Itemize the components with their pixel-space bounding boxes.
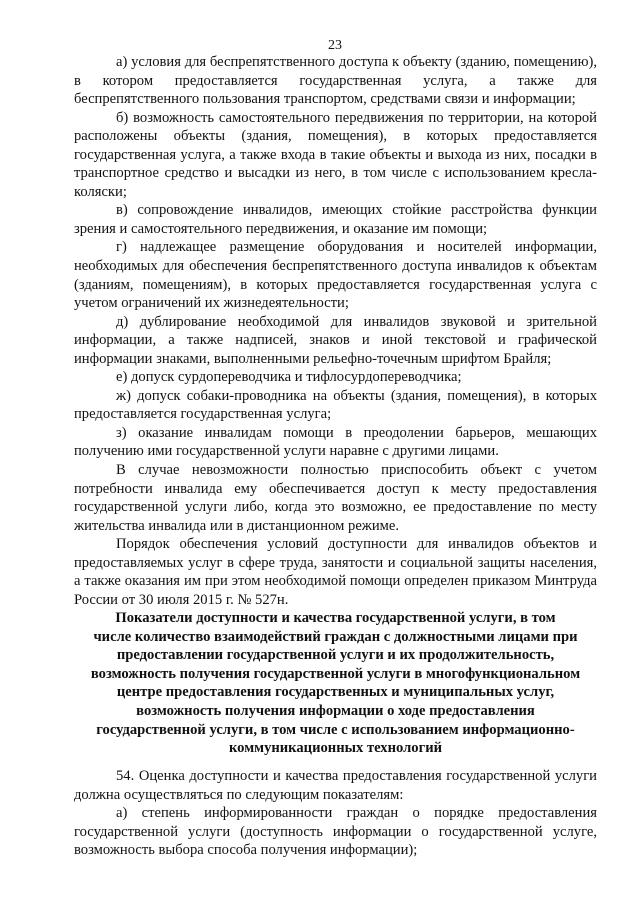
paragraph-54: 54. Оценка доступности и качества предоставления государственной услуги должна осуществляться по следующим показателям: xyxy=(74,768,597,803)
paragraph-b: б) возможность самостоятельного передвижения по территории, на которой расположены объекты (здания, помещения), в которых предоставляется государственная услуга, а также входа в такие объекты и выхода из них, посадки в транспортное средство и высадки из него, в том числе с использованием кресла-коляски; xyxy=(74,109,597,200)
paragraph-impossibility: В случае невозможности полностью приспособить объект с учетом потребности инвалида ему обеспечивается доступ к месту предоставления государственной услуги либо, когда это возможно, ее предоставление по месту жительства инвалида или в дистанционном режиме. xyxy=(74,462,597,534)
paragraph-54-a: а) степень информированности граждан о порядке предоставления государственной услуги (доступность информации о государственной услуге, возможность выбора способа получения информации); xyxy=(74,805,597,859)
body-text xyxy=(74,53,597,609)
paragraph-d: д) дублирование необходимой для инвалидов звуковой и зрительной информации, а также надписей, знаков и иной текстовой и графической информации знаками, выполненными рельефно-точечным шрифтом Брайля; xyxy=(74,313,597,367)
paragraph-g: г) надлежащее размещение оборудования и носителей информации, необходимых для обеспечения беспрепятственного доступа инвалидов к объектам (зданиям, помещениям), в которых предоставляется государственная услуга с учетом ограничений их жизнедеятельности; xyxy=(74,239,597,312)
heading-line: центре предоставления государственных и муниципальных услуг, xyxy=(116,684,555,701)
heading-line: коммуникационных технологий xyxy=(228,740,443,757)
heading-line: государственной услуги, в том числе с использованием информационно- xyxy=(96,721,575,738)
paragraph-e: е) допуск сурдопереводчика и тифлосурдопереводчика; xyxy=(116,369,462,386)
paragraph-v: в) сопровождение инвалидов, имеющих стойкие расстройства функции зрения и самостоятельного передвижения, и оказание им помощи; xyxy=(74,202,597,237)
paragraph-a: а) условия для беспрепятственного доступа к объекту (зданию, помещению), в котором предоставляется государственная услуга, а также для беспрепятственного пользования транспортом, средствами связи и информации; xyxy=(74,54,597,108)
paragraph-zh: ж) допуск собаки-проводника на объекты (здания, помещения), в которых предоставляется государственная услуга; xyxy=(74,387,597,423)
heading-line: числе количество взаимодействий граждан с должностными лицами при xyxy=(93,628,578,645)
heading-line: предоставлении государственной услуги и их продолжительность, xyxy=(116,647,555,664)
paragraph-z: з) оказание инвалидам помощи в преодолении барьеров, мешающих получению ими государственной услуги наравне с другими лицами. xyxy=(74,424,597,460)
heading-line: возможность получения государственной услуги в многофункциональном xyxy=(90,665,581,682)
section-text xyxy=(74,767,597,860)
section-heading xyxy=(74,609,597,758)
paragraph-procedure: Порядок обеспечения условий доступности для инвалидов объектов и предоставляемых услуг в сфере труда, занятости и социальной защиты населения, а также оказания им при этом необходимой помощи определен приказом Минтруда России от 30 июля 2015 г. № 527н. xyxy=(74,536,597,608)
page-number: 23 xyxy=(328,38,342,53)
heading-line: Показатели доступности и качества государственной услуги, в том xyxy=(115,610,556,626)
heading-line: возможность получения информации о ходе предоставления xyxy=(136,702,535,719)
